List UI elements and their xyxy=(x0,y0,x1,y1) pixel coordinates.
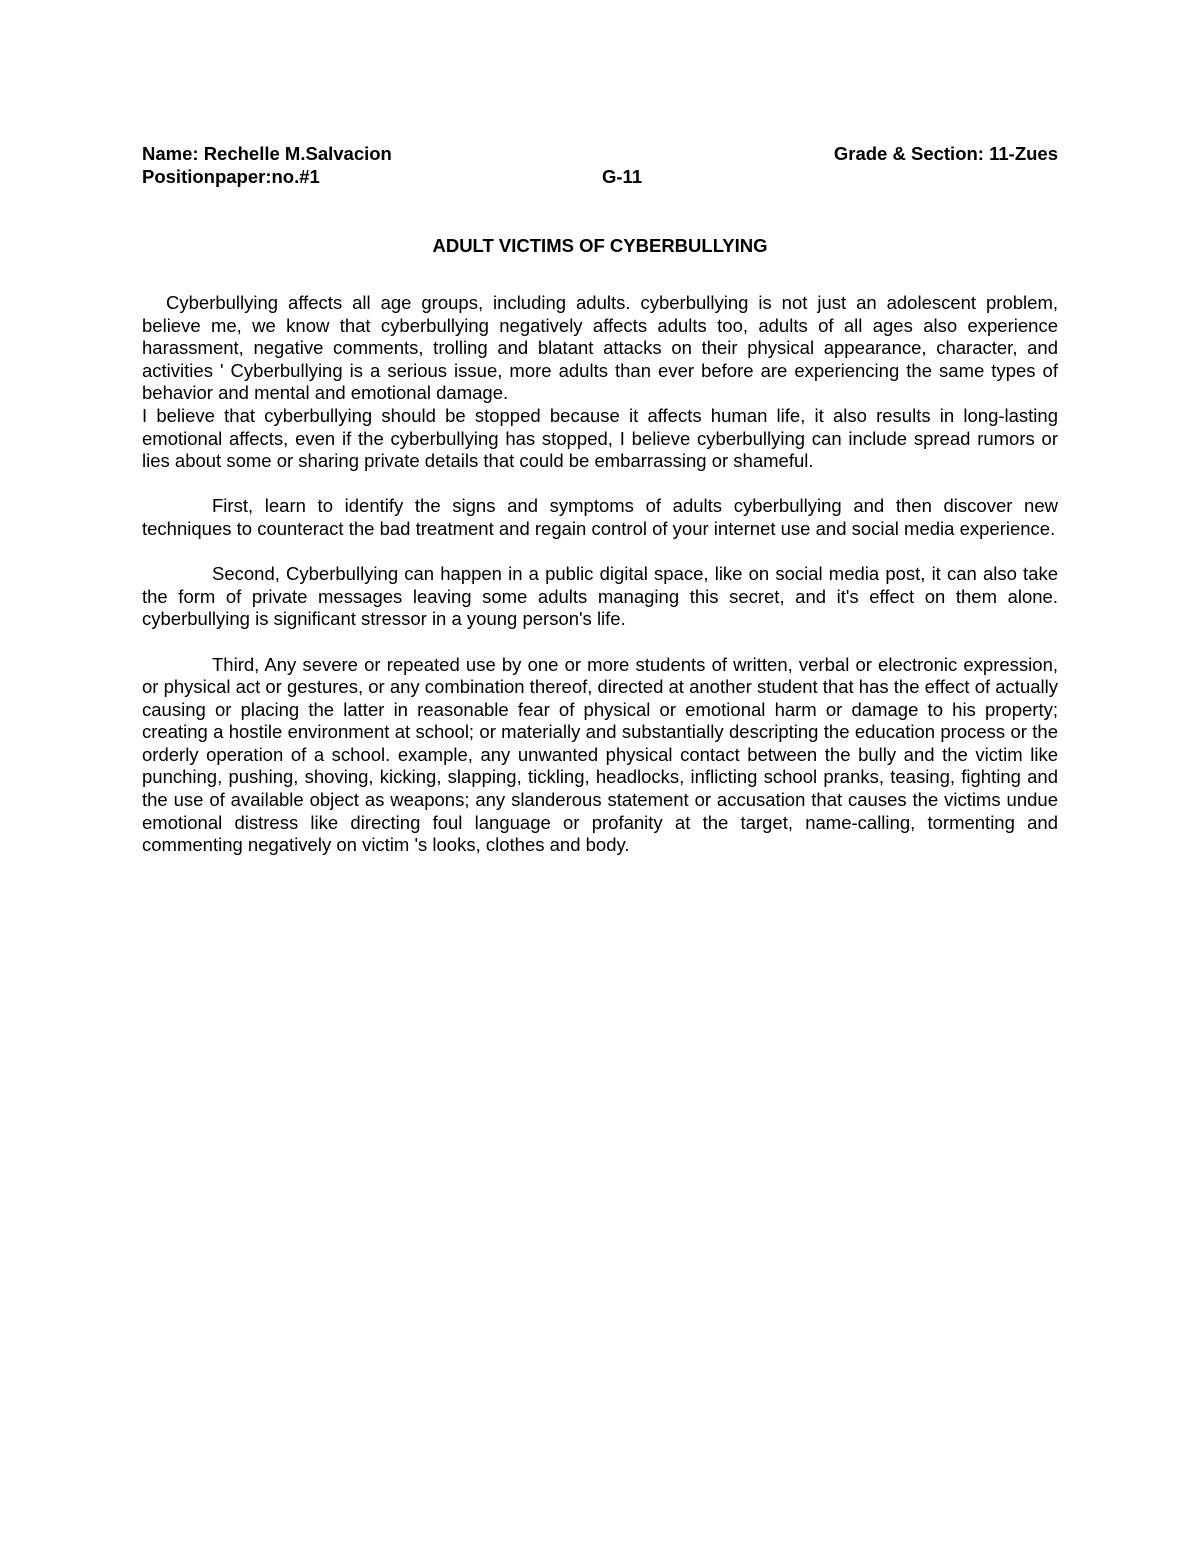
paragraph-third: Third, Any severe or repeated use by one or more students of written, verbal or electronic expression, or physical act or gestures, or any combination thereof, directed at another student that has the effect of actually causing or placing the latter in reasonable fear of physical or emotional harm or damage to his property; creating a hostile environment at school; or materially and substantially descripting the education process or the orderly operation of a school. example, any unwanted physical contact between the bully and the victim like punching, pushing, shoving, kicking, slapping, tickling, headlocks, inflicting school pranks, teasing, fighting and the use of available object as weapons; any slanderous statement or accusation that causes the victims undue emotional distress like directing foul language or profanity at the target, name-calling, tormenting and commenting negatively on victim 's looks, clothes and body. xyxy=(142,653,1058,856)
document-page xyxy=(142,142,1058,857)
grade-section: Grade & Section: 11-Zues xyxy=(833,143,1058,164)
paragraph-gap xyxy=(142,631,1058,654)
document-body xyxy=(142,292,1058,857)
paragraph-intro: Cyberbullying affects all age groups, including adults. cyberbullying is not just an adolescent problem, believe me, we know that cyberbullying negatively affects adults too, adults of all ages also experience harassment, negative comments, trolling and blatant attacks on their physical appearance, character, and activities ' Cyberbullying is a serious issue, more adults than ever before are experiencing the same types of behavior and mental and emotional damage. xyxy=(142,292,1058,404)
header-row-1 xyxy=(142,142,1058,165)
document-title: ADULT VICTIMS OF CYBERBULLYING xyxy=(432,235,768,256)
class-code: G-11 xyxy=(602,166,643,187)
paragraph-first: First, learn to identify the signs and symptoms of adults cyberbullying and then discover new techniques to counteract the bad treatment and regain control of your internet use and social media experience. xyxy=(142,495,1058,539)
paragraph-belief: I believe that cyberbullying should be stopped because it affects human life, it also results in long-lasting emotional affects, even if the cyberbullying has stopped, I believe cyberbullying can include spread rumors or lies about some or sharing private details that could be embarrassing or shameful. xyxy=(142,404,1058,472)
header-row-2 xyxy=(142,165,1058,188)
student-name: Name: Rechelle M.Salvacion xyxy=(142,143,392,164)
paragraph-gap xyxy=(142,473,1058,496)
paragraph-second: Second, Cyberbullying can happen in a public digital space, like on social media post, it can also take the form of private messages leaving some adults managing this secret, and it's effect on them alone. cyberbullying is significant stressor in a young person's life. xyxy=(142,563,1058,630)
paragraph-gap xyxy=(142,541,1058,564)
position-paper-number: Positionpaper:no.#1 xyxy=(142,166,320,187)
